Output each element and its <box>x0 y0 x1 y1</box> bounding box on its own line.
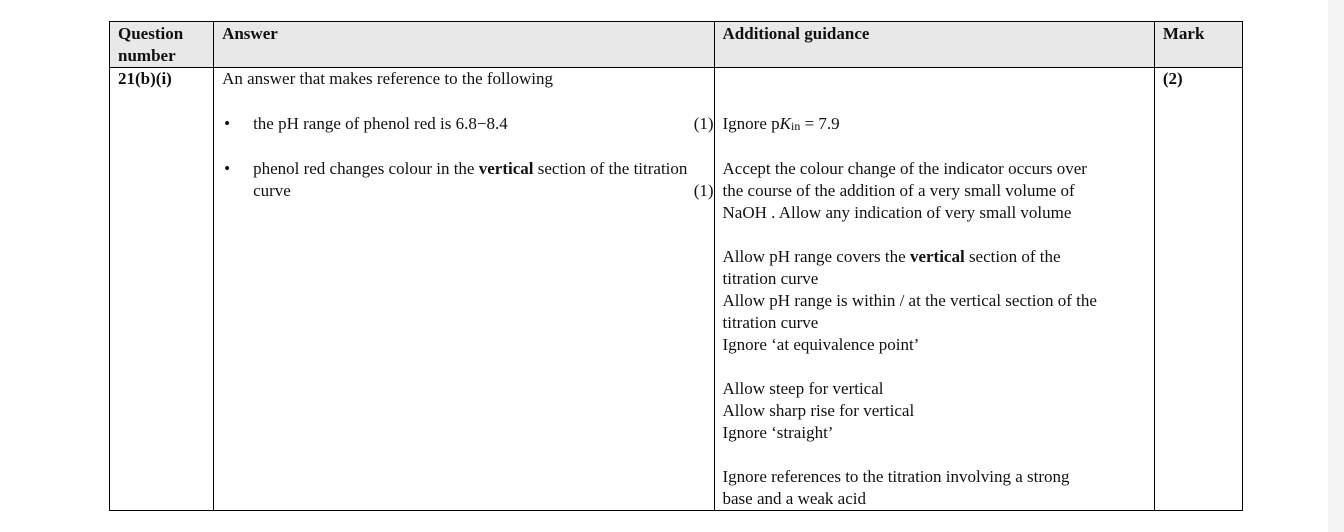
answer-point-emphasis: vertical <box>478 159 534 178</box>
guidance-note <box>723 113 1154 135</box>
guidance-line: the course of the addition of a very small volume of <box>722 181 1075 200</box>
bullet-icon: • <box>224 114 231 133</box>
guidance-cell <box>714 68 1154 511</box>
header-mark: Mark <box>1154 22 1242 68</box>
answer-point-text: the pH range of phenol red is 6.8−8.4 <box>253 114 508 133</box>
guidance-text: Ignore p <box>722 114 780 133</box>
answer-point-text: section of the titration curve <box>253 159 688 200</box>
guidance-text: Allow pH range covers the <box>722 247 910 266</box>
guidance-line: Ignore ‘at equivalence point’ <box>722 335 920 354</box>
answer-point <box>222 158 713 202</box>
guidance-note <box>723 378 1154 444</box>
guidance-line: Allow pH range is within / at the vertical section of the <box>722 291 1097 310</box>
bullet-icon: • <box>224 159 231 178</box>
guidance-line: titration curve <box>722 269 819 288</box>
guidance-line: Accept the colour change of the indicator occurs over <box>722 159 1087 178</box>
guidance-text: section of the <box>964 247 1061 266</box>
answer-point-text: phenol red changes colour in the <box>253 159 479 178</box>
guidance-line: Ignore ‘straight’ <box>722 423 834 442</box>
guidance-line: titration curve <box>722 313 819 332</box>
guidance-line: NaOH . Allow any indication of very small volume <box>722 203 1072 222</box>
table-row <box>110 68 1243 511</box>
answer-cell <box>214 68 714 511</box>
guidance-line: Allow steep for vertical <box>722 379 884 398</box>
pk-symbol: K <box>779 114 791 133</box>
mark-scheme-table <box>109 21 1243 511</box>
guidance-line <box>723 246 1154 268</box>
mark-total: (2) <box>1154 68 1242 511</box>
answer-point-mark: (1) <box>693 114 714 133</box>
guidance-note <box>723 466 1154 510</box>
guidance-text: = 7.9 <box>800 114 840 133</box>
answer-point <box>222 113 713 135</box>
guidance-line: base and a weak acid <box>722 489 866 508</box>
guidance-line: Ignore references to the titration involving a strong <box>722 467 1070 486</box>
answer-intro: An answer that makes reference to the following <box>222 69 553 88</box>
guidance-note <box>723 158 1154 224</box>
header-additional-guidance: Additional guidance <box>714 22 1154 68</box>
header-answer: Answer <box>214 22 714 68</box>
pk-subscript: in <box>790 119 801 133</box>
guidance-emphasis: vertical <box>909 247 965 266</box>
header-row <box>110 22 1243 68</box>
guidance-line: Allow sharp rise for vertical <box>722 401 915 420</box>
header-question-number: Question number <box>110 22 214 68</box>
guidance-note <box>723 246 1154 356</box>
question-number: 21(b)(i) <box>110 68 214 511</box>
answer-point-mark: (1) <box>693 181 714 200</box>
